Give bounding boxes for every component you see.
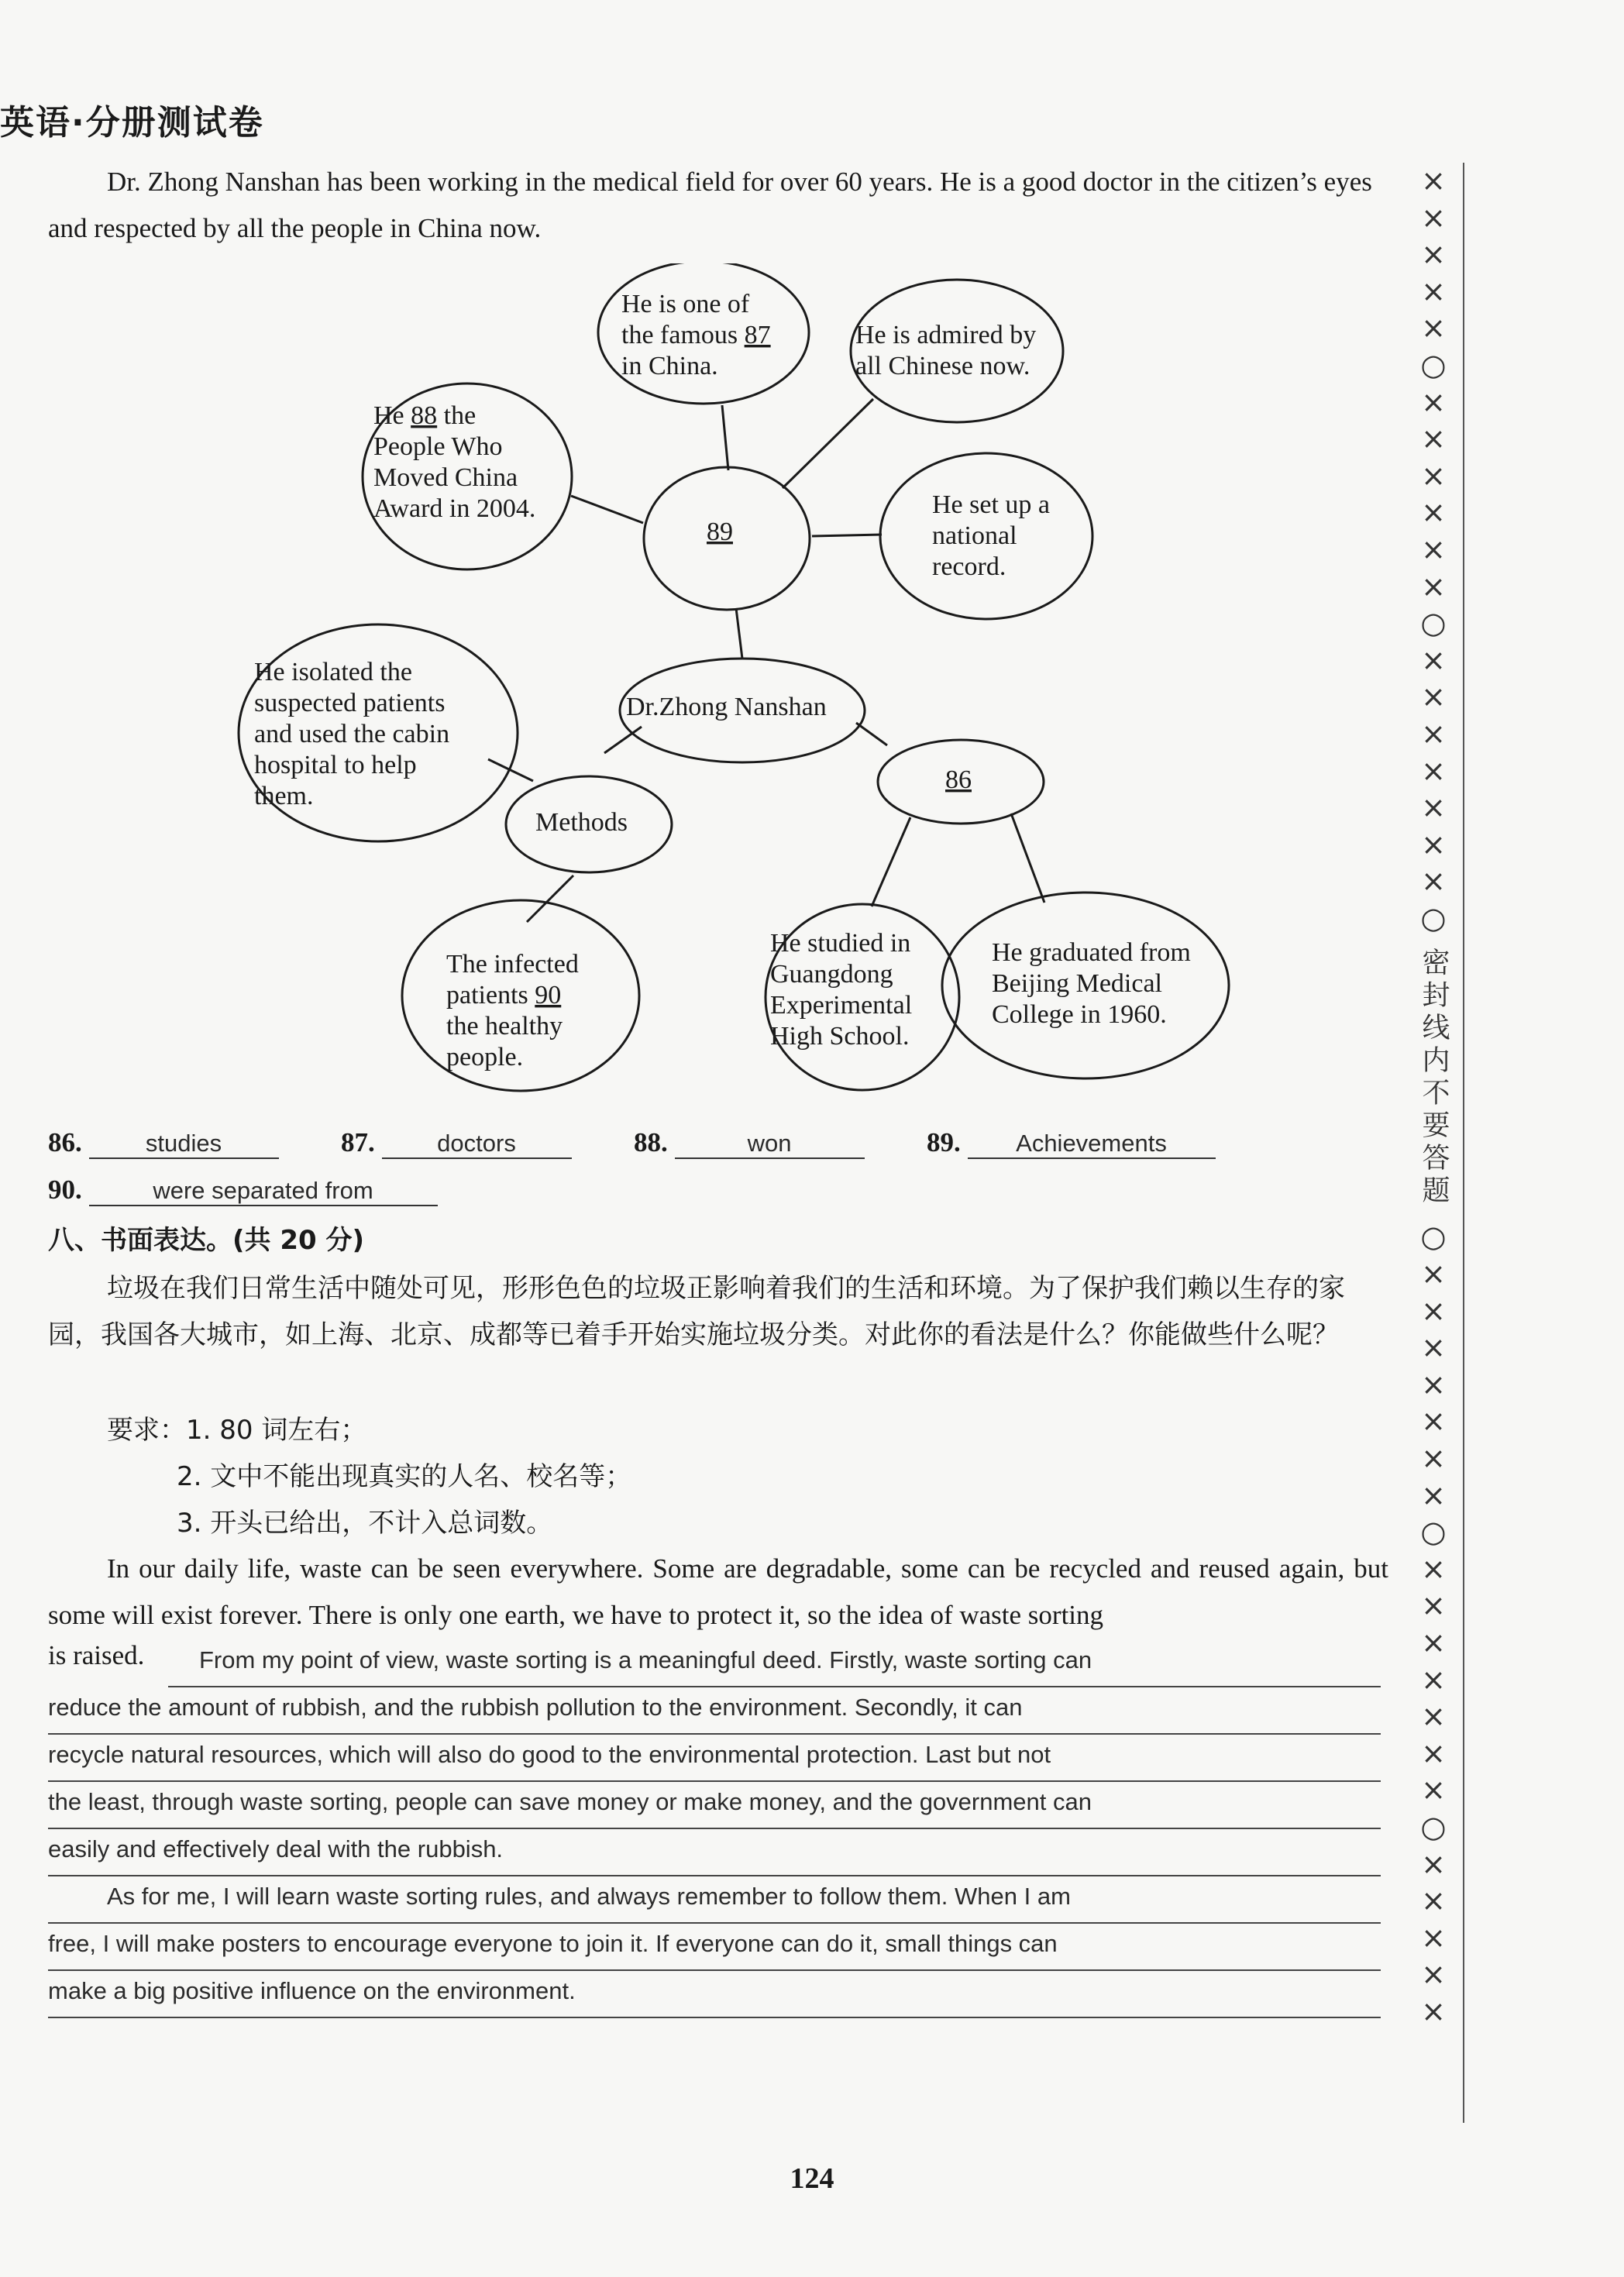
link-86-studied [872,817,910,906]
seal-cross-mark: × [1421,237,1446,272]
seal-line-sidebar [1410,163,1457,2031]
link-89-center [736,608,742,659]
essay-line: free, I will make posters to encourage everyone to join it. If everyone can do it, small things can [48,1924,1381,1971]
link-89-famous [722,405,728,470]
infected-line3: the healthy [446,1012,563,1040]
seal-cross-mark: × [1421,458,1446,493]
seal-cross-mark: × [1421,1699,1446,1734]
isolated-line1: He isolated the [254,658,412,686]
famous-line3: in China. [621,352,718,380]
seal-cross-mark: × [1421,1993,1446,2028]
famous-line1: He is one of [621,290,750,318]
seal-cross-mark: × [1421,716,1446,751]
studied-line4: High School. [770,1022,910,1051]
studied-line3: Experimental [770,991,913,1020]
seal-cross-mark: × [1421,311,1446,346]
infected-line2: patients 90 [446,981,562,1010]
seal-cross-mark: × [1421,531,1446,566]
link-center-86 [856,723,887,745]
essay-line: From my point of view, waste sorting is a meaningful deed. Firstly, waste sorting can [168,1640,1381,1687]
answer-89: 89. Achievements [927,1127,1216,1159]
node-center-label: Dr.Zhong Nanshan [626,693,827,721]
seal-line-rule [1463,163,1464,2123]
seal-cross-mark: × [1421,1957,1446,1992]
intro-paragraph: Dr. Zhong Nanshan has been working in the medical field for over 60 years. He is a good doctor in the citizen’s eyes and respected by all the people in China now. [48,167,1372,243]
answer-87: 87. doctors [341,1127,572,1159]
answer-90: 90. were separated from [48,1175,438,1206]
essay-line: reduce the amount of rubbish, and the rubbish pollution to the environment. Secondly, it can [48,1687,1381,1735]
link-center-methods [604,727,642,753]
essay-given-start: In our daily life, waste can be seen everywhere. Some are degradable, some can be recycled and reused again, but some will exist forever. There is only one earth, we have to protect it, so the idea of waste sorting [48,1553,1388,1630]
answer-86: 86. studies [48,1127,279,1159]
essay-answer [48,1640,1381,2018]
seal-cross-mark: × [1421,200,1446,235]
studied-line2: Guangdong [770,960,893,989]
graduated-line1: He graduated from [992,938,1191,967]
essay-given-end: is raised. [48,1640,145,1670]
seal-circle-mark: ○ [1420,1515,1447,1550]
seal-cross-mark: × [1421,1588,1446,1623]
isolated-line3: and used the cabin [254,720,450,748]
seal-cross-mark: × [1421,163,1446,198]
seal-cross-mark: × [1421,421,1446,456]
seal-circle-mark: ○ [1420,1809,1447,1844]
blank-88: 88 [411,401,438,430]
won-line2: People Who [373,432,503,461]
graduated-line2: Beijing Medical [992,969,1163,998]
seal-cross-mark: × [1421,1293,1446,1328]
link-89-won [571,496,643,523]
node-86-label: 86 [945,765,972,794]
seal-marks-top [1410,163,1457,937]
seal-circle-mark: ○ [1420,1219,1447,1254]
won-line4: Award in 2004. [373,494,536,523]
isolated-line5: them. [254,782,314,810]
link-methods-isolated [488,759,533,781]
link-89-record [812,535,882,536]
seal-cross-mark: × [1421,1551,1446,1586]
seal-cross-mark: × [1421,753,1446,788]
seal-cross-mark: × [1421,1257,1446,1292]
seal-cross-mark: × [1421,1441,1446,1476]
infected-line4: people. [446,1043,524,1071]
essay-line: make a big positive influence on the environment. [48,1971,1381,2018]
blank-90: 90 [535,981,562,1010]
seal-cross-mark: × [1421,1735,1446,1770]
seal-circle-mark: ○ [1420,900,1447,935]
admired-line2: all Chinese now. [855,352,1030,380]
record-line3: record. [932,552,1006,581]
essay-line: easily and effectively deal with the rubbish. [48,1829,1381,1876]
link-89-admired [783,399,873,488]
won-line1: He 88 the [373,401,477,430]
isolated-line2: suspected patients [254,689,446,717]
page-header: 英语·分册测试卷 [0,103,264,143]
infected-line1: The infected [446,950,579,979]
seal-cross-mark: × [1421,569,1446,604]
essay-line: As for me, I will learn waste sorting rules, and always remember to follow them. When I am [48,1876,1381,1924]
node-admired-ellipse [851,280,1063,422]
won-line3: Moved China [373,463,518,492]
answer-88: 88. won [634,1127,865,1159]
seal-cross-mark: × [1421,864,1446,899]
seal-cross-mark: × [1421,1883,1446,1918]
requirement-1: 要求：1. 80 词左右； [107,1415,367,1446]
seal-cross-mark: × [1421,1367,1446,1402]
link-86-graduated [1011,813,1044,903]
seal-cross-mark: × [1421,1404,1446,1439]
seal-cross-mark: × [1421,1625,1446,1660]
seal-cross-mark: × [1421,273,1446,308]
seal-warning-text: 密封线内不要答题 [1418,948,1450,1209]
seal-cross-mark: × [1421,790,1446,825]
seal-cross-mark: × [1421,679,1446,714]
admired-line1: He is admired by [855,321,1037,349]
section-8-prompt: 垃圾在我们日常生活中随处可见，形形色色的垃圾正影响着我们的生活和环境。为了保护我们赖以生存的家园，我国各大城市，如上海、北京、成都等已着手开始实施垃圾分类。对此你的看法是什么？你能做些什么呢？ [48,1273,1345,1350]
seal-cross-mark: × [1421,1662,1446,1697]
seal-cross-mark: × [1421,1773,1446,1807]
seal-cross-mark: × [1421,1330,1446,1365]
seal-cross-mark: × [1421,495,1446,530]
node-89-label: 89 [707,518,733,546]
requirement-3: 3. 开头已给出，不计入总词数。 [177,1508,553,1539]
seal-cross-mark: × [1421,827,1446,862]
requirement-2: 2. 文中不能出现真实的人名、校名等； [177,1461,632,1492]
studied-line1: He studied in [770,929,911,958]
seal-cross-mark: × [1421,642,1446,677]
seal-cross-mark: × [1421,384,1446,419]
node-methods-label: Methods [535,808,628,837]
famous-line2: the famous 87 [621,321,771,349]
section-8-title: 八、书面表达。(共 20 分) [48,1225,365,1256]
essay-line: the least, through waste sorting, people can save money or make money, and the government can [48,1782,1381,1829]
link-methods-infected [527,875,573,922]
seal-circle-mark: ○ [1420,606,1447,641]
seal-cross-mark: × [1421,1846,1446,1881]
record-line2: national [932,521,1017,550]
seal-cross-mark: × [1421,1477,1446,1512]
essay-line: recycle natural resources, which will also do good to the environmental protection. Last but not [48,1735,1381,1782]
seal-marks-bottom [1410,1219,1457,2030]
graduated-line3: College in 1960. [992,1000,1167,1029]
blank-87: 87 [744,321,771,349]
seal-circle-mark: ○ [1420,347,1447,382]
record-line1: He set up a [932,490,1051,519]
mind-map-diagram [155,263,1317,1139]
page-number: 124 [790,2162,834,2195]
isolated-line4: hospital to help [254,751,417,779]
seal-cross-mark: × [1421,1920,1446,1955]
